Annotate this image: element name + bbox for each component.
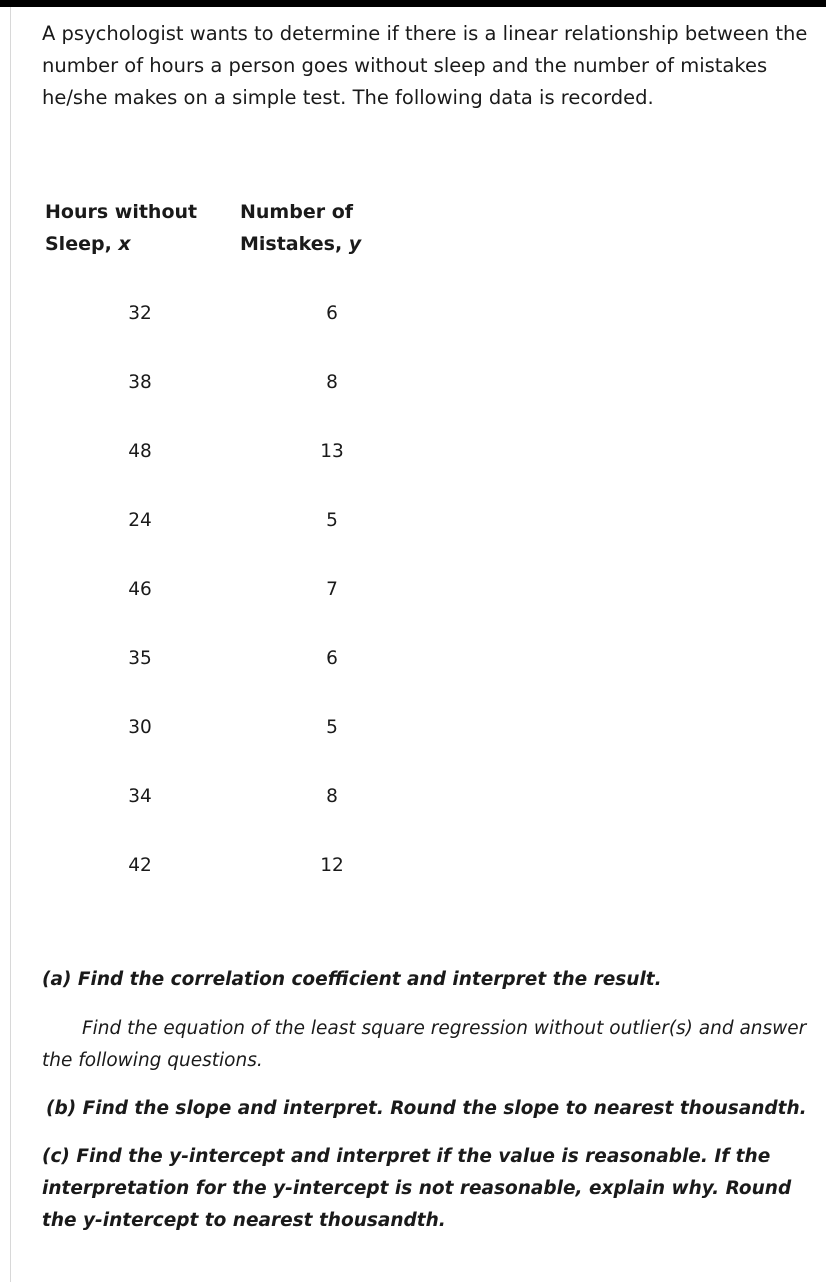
table-cell-y: 7 [326,579,338,600]
table-cell-y: 6 [326,648,338,669]
table-cell-y: 6 [326,303,338,324]
question-c: (c) Find the y-intercept and interpret if the value is reasonable. If the interpretation for the y-intercept is not reasonable, explain why. Round the y-intercept to nearest thousandth. [42,1146,792,1231]
table-cell-y: 5 [326,510,338,531]
table-cell-x: 32 [128,303,152,324]
table-cell-x: 35 [128,648,152,669]
table-cell-x: 46 [128,579,152,600]
y-header-line1: Number of [240,201,354,223]
top-border [0,0,826,7]
table-cell-x: 38 [128,372,152,393]
table-cell-x: 48 [128,441,152,462]
regression-instruction: Find the equation of the least square regression without outlier(s) and answer the following questions. [42,1018,807,1071]
x-header-line1: Hours without [45,201,198,223]
table-cell-y: 12 [320,855,344,876]
table-cell-x: 30 [128,717,152,738]
y-column-header [240,196,361,260]
table-cell-y: 5 [326,717,338,738]
question-a: (a) Find the correlation coefficient and interpret the result. [42,969,662,990]
table-cell-x: 24 [128,510,152,531]
table-cell-x: 42 [128,855,152,876]
table-cell-y: 8 [326,786,338,807]
table-cell-x: 34 [128,786,152,807]
y-header-line2: Mistakes, y [240,233,362,255]
x-column-header [45,196,197,260]
question-b: (b) Find the slope and interpret. Round the slope to nearest thousandth. [46,1098,807,1119]
left-margin-rule [10,7,11,1282]
x-header-line2: Sleep, x [45,233,131,255]
table-cell-y: 13 [320,441,344,462]
intro-paragraph: A psychologist wants to determine if there is a linear relationship between the number of hours a person goes without sleep and the number of mistakes he/she makes on a simple test. The following data is recorded. [42,22,808,109]
table-cell-y: 8 [326,372,338,393]
